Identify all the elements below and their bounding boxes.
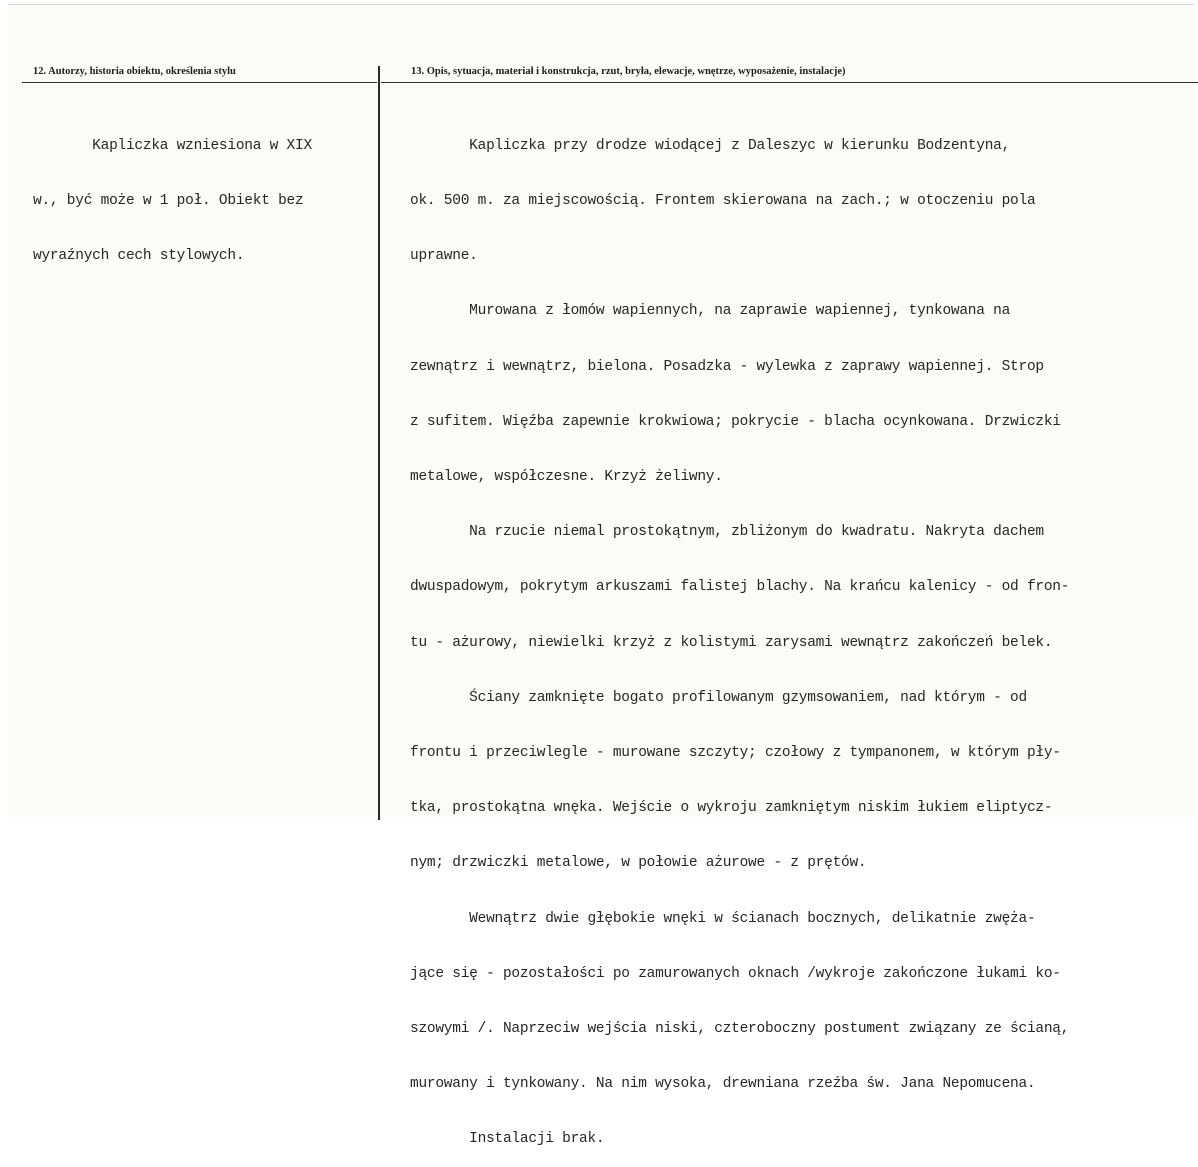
section-13-line: tka, prostokątna wnęka. Wejście o wykroju zamkniętym niskim łukiem eliptycz- (410, 800, 1053, 817)
section-13-line: Wewnątrz dwie głębokie wnęki w ścianach bocznych, delikatnie zwęża- (410, 910, 1036, 927)
section-13-line: metalowe, współczesne. Krzyż żeliwny. (410, 469, 723, 486)
section-13-line: Murowana z łomów wapiennych, na zaprawie wapiennej, tynkowana na (410, 303, 1011, 320)
section-13-line: ok. 500 m. za miejscowością. Frontem skierowana na zach.; w otoczeniu pola (410, 193, 1036, 210)
section-13-line: nym; drzwiczki metalowe, w połowie ażurowe - z prętów. (410, 855, 867, 872)
section-13-line: Instalacji brak. (410, 1131, 605, 1148)
section-13-line: Na rzucie niemal prostokątnym, zbliżonym do kwadratu. Nakryta dachem (410, 524, 1044, 541)
section-12-line: wyraźnych cech stylowych. (33, 248, 245, 265)
section-13-line: tu - ażurowy, niewielki krzyż z kolistymi zarysami wewnątrz zakończeń belek. (410, 634, 1053, 651)
section-12-label: 12. Autorzy, historia obiektu, określenia stylu (33, 66, 236, 77)
section-13-line: szowymi /. Naprzeciw wejścia niski, czteroboczny postument związany ze ścianą, (410, 1021, 1070, 1038)
section-12-line: Kapliczka wzniesiona w XIX (33, 137, 312, 154)
section-12-line: w., być może w 1 poł. Obiekt bez (33, 193, 304, 210)
section-13-line: dwuspadowym, pokrytym arkuszami falistej blachy. Na krańcu kalenicy - od fron- (410, 579, 1070, 596)
header-rule-left (22, 82, 377, 83)
section-13-label: 13. Opis, sytuacja, materiał i konstrukcja, rzut, bryła, elewacje, wnętrze, wyposażenie, instalacje) (411, 66, 846, 77)
column-divider (378, 66, 380, 820)
section-13-line: Kapliczka przy drodze wiodącej z Daleszyc w kierunku Bodzentyna, (410, 137, 1011, 154)
section-13-line: frontu i przeciwlegle - murowane szczyty; czołowy z tympanonem, w którym pły- (410, 745, 1061, 762)
header-rule-right (381, 82, 1198, 83)
section-13-line: uprawne. (410, 248, 478, 265)
section-13-line: jące się - pozostałości po zamurowanych oknach /wykroje zakończone łukami ko- (410, 965, 1061, 982)
section-13-line: murowany i tynkowany. Na nim wysoka, drewniana rzeźba św. Jana Nepomucena. (410, 1076, 1036, 1093)
section-13-text (410, 100, 1069, 1167)
section-12-text (33, 100, 312, 284)
section-13-line: z sufitem. Więźba zapewnie krokwiowa; pokrycie - blacha ocynkowana. Drzwiczki (410, 413, 1061, 430)
section-13-line: zewnątrz i wewnątrz, bielona. Posadzka - wylewka z zaprawy wapiennej. Strop (410, 358, 1044, 375)
section-13-line: Ściany zamknięte bogato profilowanym gzymsowaniem, nad którym - od (410, 689, 1027, 706)
